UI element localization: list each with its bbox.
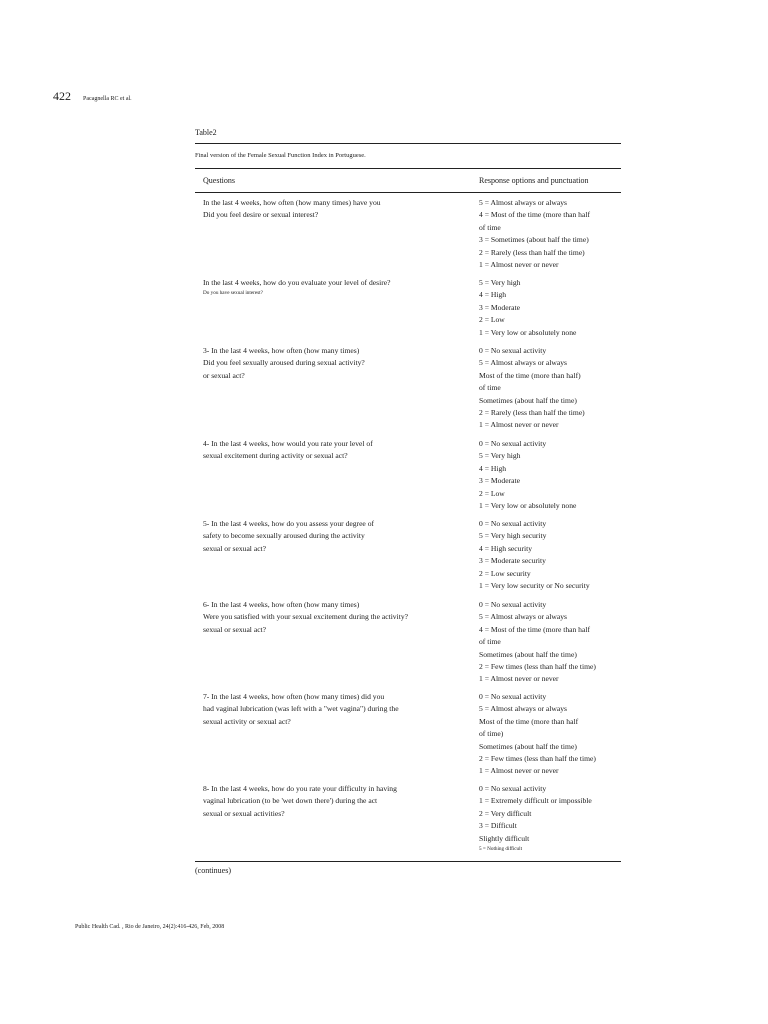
question-cell — [195, 518, 479, 592]
table-row — [195, 197, 621, 271]
response-option: 5 = Almost always or always — [479, 198, 568, 207]
response-cell — [479, 691, 621, 778]
question-line: 5- In the last 4 weeks, how do you assess your degree of — [203, 519, 375, 528]
response-option: 5 = Almost always or always — [479, 612, 568, 622]
response-option: 2 = Low — [479, 315, 505, 325]
response-option: 2 = Few times (less than half the time) — [479, 662, 596, 672]
table-row — [195, 345, 621, 432]
question-cell — [195, 197, 479, 271]
response-option: 3 = Moderate security — [479, 556, 546, 566]
question-line: sexual activity or sexual act? — [203, 716, 291, 726]
response-option: 2 = Low — [479, 488, 505, 498]
response-option: 1 = Almost never or never — [479, 260, 559, 270]
response-cell — [479, 345, 621, 432]
response-option: 5 = Very high — [479, 451, 521, 461]
table-row — [195, 438, 621, 512]
question-line: sexual or sexual activities? — [203, 808, 285, 818]
response-option: 1 = Very low or absolutely none — [479, 327, 577, 337]
column-header-questions: Questions — [203, 176, 235, 185]
question-note: Do you have sexual interest? — [203, 290, 263, 297]
table-body — [195, 193, 621, 861]
response-cell — [479, 197, 621, 271]
response-cell — [479, 438, 621, 512]
question-line: Were you satisfied with your sexual excitement during the activity? — [203, 612, 408, 622]
question-line: or sexual act? — [203, 370, 245, 380]
response-option: Most of the time (more than half — [479, 716, 579, 726]
response-option: 0 = No sexual activity — [479, 519, 547, 528]
response-option: 5 = Very high — [479, 278, 521, 287]
response-option: 5 = Almost always or always — [479, 358, 568, 368]
response-option: Sometimes (about half the time) — [479, 741, 577, 751]
page-header — [53, 89, 132, 104]
question-line: 4- In the last 4 weeks, how would you rate your level of — [203, 439, 373, 448]
page-footer: Public Health Cad. , Rio de Janeiro, 24(2):416-426, Feb, 2008 — [75, 924, 225, 930]
table-row — [195, 518, 621, 592]
response-option: 0 = No sexual activity — [479, 784, 547, 793]
response-option: 5 = Nothing difficult — [479, 846, 523, 853]
continues-note: (continues) — [195, 866, 231, 875]
response-cell — [479, 277, 621, 339]
question-cell — [195, 783, 479, 854]
response-option: of time — [479, 637, 501, 647]
response-option: 4 = Most of the time (more than half — [479, 210, 590, 220]
table-label: Table2 — [195, 128, 217, 137]
response-option: 1 = Almost never or never — [479, 674, 559, 684]
response-option: Sometimes (about half the time) — [479, 395, 577, 405]
response-option: 2 = Very difficult — [479, 808, 532, 818]
question-line: Did you feel desire or sexual interest? — [203, 210, 319, 220]
response-option: 2 = Rarely (less than half the time) — [479, 247, 585, 257]
response-cell — [479, 518, 621, 592]
response-option: 5 = Almost always or always — [479, 704, 568, 714]
question-line: Did you feel sexually aroused during sexual activity? — [203, 358, 365, 368]
question-line: In the last 4 weeks, how often (how many times) have you — [203, 198, 381, 207]
response-option: of time — [479, 222, 501, 232]
question-line: 8- In the last 4 weeks, how do you rate your difficulty in having — [203, 784, 397, 793]
response-option: 1 = Very low security or No security — [479, 581, 590, 591]
response-option: 2 = Few times (less than half the time) — [479, 754, 596, 764]
response-option: of time — [479, 383, 501, 393]
response-option: 2 = Rarely (less than half the time) — [479, 408, 585, 418]
response-option: 3 = Difficult — [479, 821, 517, 831]
question-line: vaginal lubrication (to be 'wet down there') during the act — [203, 796, 378, 806]
response-option: 0 = No sexual activity — [479, 346, 547, 355]
response-option: 1 = Very low or absolutely none — [479, 501, 577, 511]
question-line: sexual or sexual act? — [203, 543, 267, 553]
table-row — [195, 599, 621, 686]
question-cell — [195, 345, 479, 432]
response-option: 4 = High — [479, 290, 507, 300]
table-caption: Final version of the Female Sexual Function Index in Portuguese. — [195, 152, 366, 159]
response-option: 3 = Moderate — [479, 302, 520, 312]
response-option: 1 = Almost never or never — [479, 766, 559, 776]
question-line: had vaginal lubrication (was left with a "wet vagina") during the — [203, 704, 399, 714]
question-line: sexual excitement during activity or sexual act? — [203, 451, 348, 461]
response-option: of time) — [479, 729, 504, 739]
table-row — [195, 277, 621, 339]
response-option: 3 = Moderate — [479, 476, 520, 486]
question-line: 3- In the last 4 weeks, how often (how many times) — [203, 346, 360, 355]
response-option: 4 = High — [479, 463, 507, 473]
question-line: sexual or sexual act? — [203, 624, 267, 634]
question-line: 7- In the last 4 weeks, how often (how many times) did you — [203, 692, 385, 701]
question-cell — [195, 277, 479, 339]
table — [195, 128, 621, 875]
response-option: 1 = Extremely difficult or impossible — [479, 796, 592, 806]
response-option: 0 = No sexual activity — [479, 692, 547, 701]
response-option: Most of the time (more than half) — [479, 370, 581, 380]
page-number: 422 — [53, 89, 71, 103]
table-row — [195, 783, 621, 854]
running-head: Pacagnella RC et al. — [83, 96, 132, 102]
response-option: 0 = No sexual activity — [479, 600, 547, 609]
column-header-responses: Response options and punctuation — [479, 176, 589, 185]
question-cell — [195, 599, 479, 686]
response-option: 4 = Most of the time (more than half — [479, 624, 590, 634]
response-option: 5 = Very high security — [479, 531, 547, 541]
question-line: In the last 4 weeks, how do you evaluate your level of desire? — [203, 278, 391, 287]
table-row — [195, 691, 621, 778]
response-option: 2 = Low security — [479, 568, 531, 578]
response-option: 3 = Sometimes (about half the time) — [479, 235, 589, 245]
question-cell — [195, 691, 479, 778]
question-cell — [195, 438, 479, 512]
response-cell — [479, 599, 621, 686]
question-line: 6- In the last 4 weeks, how often (how many times) — [203, 600, 360, 609]
response-option: Sometimes (about half the time) — [479, 649, 577, 659]
response-cell — [479, 783, 621, 854]
table-header-row — [195, 169, 621, 192]
response-option: 4 = High security — [479, 543, 533, 553]
response-option: 1 = Almost never or never — [479, 420, 559, 430]
question-line: safety to become sexually aroused during the activity — [203, 531, 365, 541]
response-option: Slightly difficult — [479, 833, 530, 843]
response-option: 0 = No sexual activity — [479, 439, 547, 448]
